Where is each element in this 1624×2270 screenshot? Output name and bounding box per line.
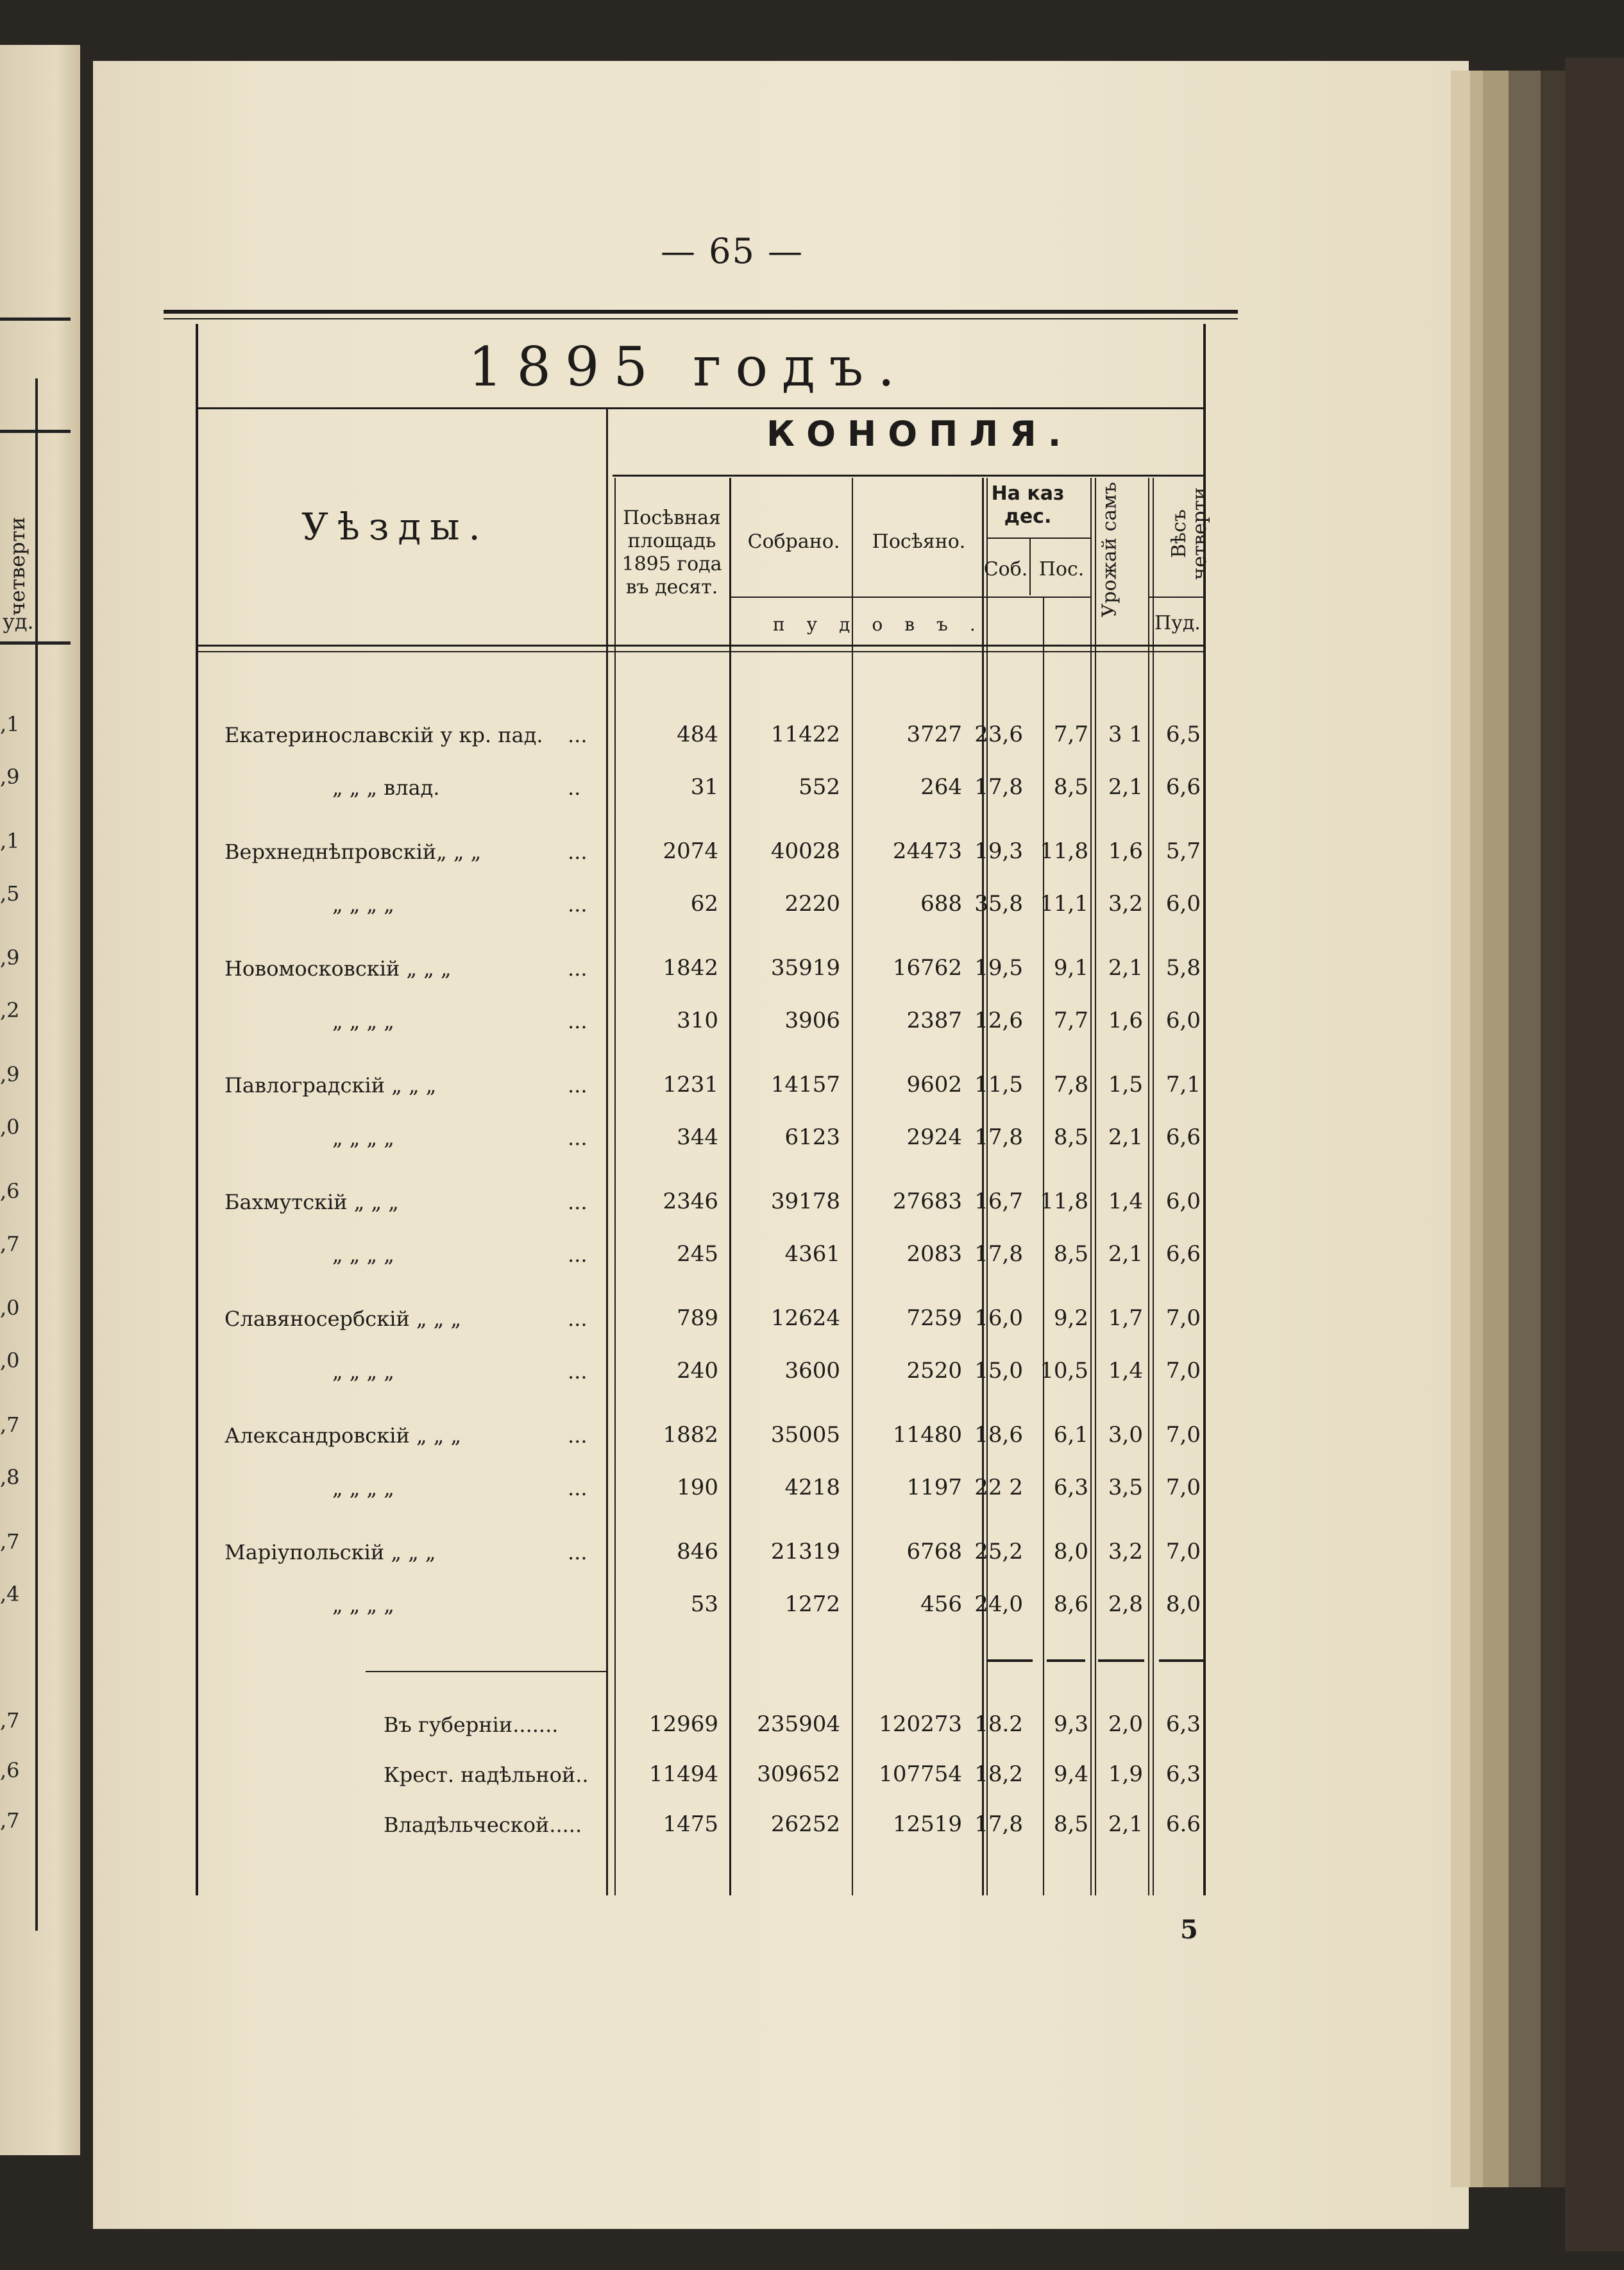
left-page-value: ,6 [0, 1179, 20, 1203]
year-rule [196, 407, 1206, 409]
cell-weight: 6,0 [1165, 891, 1201, 917]
left-page-value: ,9 [0, 945, 20, 970]
cell-sown: 11480 [892, 1422, 962, 1448]
cell-area: 190 [677, 1475, 718, 1500]
district-name: Славяносербскій „ „ „ [224, 1307, 462, 1331]
district-col-divider [606, 409, 608, 1895]
units-rule [731, 597, 1090, 598]
left-page-fragment [0, 45, 80, 2155]
leader-dots: ... [568, 1009, 588, 1033]
cell-pos: 11,8 [1040, 1189, 1088, 1214]
cell-collected: 6123 [784, 1124, 840, 1150]
left-page-value: ,1 [0, 829, 20, 853]
total-area: 1475 [663, 1811, 718, 1837]
total-label: Владѣльческой..... [384, 1813, 582, 1837]
district-name: „ „ „ „ [332, 1242, 394, 1267]
cell-weight: 5,8 [1165, 955, 1201, 981]
district-col-divider-2 [614, 478, 616, 1895]
cell-weight: 7,0 [1165, 1422, 1201, 1448]
cell-pos: 7,7 [1053, 1008, 1088, 1033]
cell-sown: 1197 [906, 1475, 962, 1500]
leader-dots: ... [568, 1307, 588, 1331]
cell-col: 35,8 [974, 891, 1023, 917]
page-edge [1509, 71, 1541, 2187]
cell-col: 16,7 [974, 1189, 1023, 1214]
cell-collected: 4361 [784, 1241, 840, 1267]
left-page-rule [0, 318, 71, 321]
cell-yield: 3 1 [1108, 722, 1143, 747]
total-pos: 9,3 [1053, 1711, 1088, 1737]
left-page-header: четверти [5, 516, 30, 616]
cell-collected: 1272 [784, 1591, 840, 1617]
cell-yield: 3,0 [1108, 1422, 1143, 1448]
cell-area: 1882 [663, 1422, 718, 1448]
cell-collected: 12624 [770, 1305, 840, 1331]
total-pos: 8,5 [1053, 1811, 1088, 1837]
area-col-divider [729, 478, 731, 1895]
cell-pos: 8,5 [1053, 1241, 1088, 1267]
total-yield: 2,1 [1108, 1811, 1143, 1837]
cell-yield: 1,6 [1108, 1008, 1143, 1033]
district-name: Павлоградскій „ „ „ [224, 1073, 437, 1097]
yield-col-divider-left-2 [1095, 478, 1096, 1895]
cell-collected: 11422 [770, 722, 840, 747]
district-name: Бахмутскій „ „ „ [224, 1190, 399, 1214]
cell-collected: 35005 [770, 1422, 840, 1448]
leader-dots: ... [568, 723, 588, 747]
cell-weight: 6,6 [1165, 774, 1201, 800]
cell-area: 62 [690, 891, 718, 917]
per-desyatina-rule [988, 538, 1090, 539]
weight-header-line: четверти [1188, 487, 1211, 580]
cell-pos: 11,8 [1040, 838, 1088, 864]
district-name: „ „ „ „ [332, 1359, 394, 1384]
leader-dots: ... [568, 1423, 588, 1448]
cell-pos: 9,1 [1053, 955, 1088, 981]
left-page-value: ,2 [0, 998, 20, 1022]
total-yield: 1,9 [1108, 1761, 1143, 1787]
cell-collected: 40028 [770, 838, 840, 864]
sown-header: Посѣяно. [872, 530, 966, 553]
cell-weight: 6,5 [1165, 722, 1201, 747]
left-page-value: ,6 [0, 1758, 20, 1783]
cell-col: 11,5 [974, 1072, 1023, 1097]
total-weight: 6,3 [1165, 1711, 1201, 1737]
cell-yield: 3,2 [1108, 1539, 1143, 1564]
cell-sown: 2520 [906, 1358, 962, 1384]
left-page-value: ,7 [0, 1529, 20, 1554]
cell-area: 344 [677, 1124, 718, 1150]
cell-weight: 7,0 [1165, 1358, 1201, 1384]
leader-dots: ... [568, 1126, 588, 1150]
leader-dots: ... [568, 956, 588, 981]
total-label: Въ губерніи....... [384, 1713, 559, 1737]
cell-area: 2346 [663, 1189, 718, 1214]
total-collected: 235904 [757, 1711, 840, 1737]
leader-dots: ... [568, 1242, 588, 1267]
total-pos: 9,4 [1053, 1761, 1088, 1787]
page-number: — 65 — [661, 231, 804, 271]
sum-dash [1098, 1659, 1144, 1662]
cell-area: 846 [677, 1539, 718, 1564]
per-desyatina-header [985, 482, 1071, 529]
cell-collected: 14157 [770, 1072, 840, 1097]
year-title: 1895 годъ. [468, 335, 909, 398]
district-name: „ „ „ „ [332, 1009, 394, 1033]
districts-header: Уѣзды. [301, 505, 489, 548]
cell-collected: 552 [799, 774, 840, 800]
sown-area-header [616, 507, 728, 599]
collected-col-divider [852, 478, 853, 1895]
district-name: „ „ „ „ [332, 1593, 394, 1617]
district-name: Новомосковскій „ „ „ [224, 956, 452, 981]
crop-title: КОНОПЛЯ. [766, 414, 1073, 454]
left-page-value: ,9 [0, 1062, 20, 1087]
cell-weight: 7,0 [1165, 1539, 1201, 1564]
table-left-border [196, 324, 198, 1895]
per-desyatina-line: дес. [1004, 505, 1052, 528]
total-sown: 107754 [879, 1761, 962, 1787]
cell-yield: 2,1 [1108, 774, 1143, 800]
cell-pos: 11,1 [1040, 891, 1088, 917]
cell-collected: 39178 [770, 1189, 840, 1214]
cell-pos: 8,6 [1053, 1591, 1088, 1617]
left-page-value: ,7 [0, 1708, 20, 1732]
page-edge [1483, 71, 1509, 2187]
cell-weight: 7,0 [1165, 1305, 1201, 1331]
weight-header-line: Вѣсъ [1168, 509, 1190, 559]
total-collected: 26252 [770, 1811, 840, 1837]
crop-rule [613, 475, 1206, 477]
cell-yield: 3,5 [1108, 1475, 1143, 1500]
cell-weight: 6,6 [1165, 1124, 1201, 1150]
cell-sown: 2387 [906, 1008, 962, 1033]
cell-yield: 1,5 [1108, 1072, 1143, 1097]
yield-col-divider-right [1148, 478, 1149, 1895]
sown-col-divider-2 [986, 478, 988, 1895]
per-des-divider-head [1029, 538, 1031, 595]
leader-dots: ... [568, 892, 588, 917]
cell-col: 25,2 [974, 1539, 1023, 1564]
yield-header: Урожай самъ [1098, 482, 1121, 618]
sum-dash [988, 1659, 1033, 1662]
cell-sown: 24473 [892, 838, 962, 864]
total-collected: 309652 [757, 1761, 840, 1787]
cell-sown: 9602 [906, 1072, 962, 1097]
cell-col: 17,8 [974, 774, 1023, 800]
cell-sown: 3727 [906, 722, 962, 747]
cell-col: 16,0 [974, 1305, 1023, 1331]
cell-area: 1231 [663, 1072, 718, 1097]
cell-sown: 16762 [892, 955, 962, 981]
sown-area-header-line: 1895 года [622, 553, 722, 575]
left-page-value: ,5 [0, 881, 20, 906]
leader-dots: ... [568, 1540, 588, 1564]
cell-pos: 9,2 [1053, 1305, 1088, 1331]
units-rule-right [1148, 597, 1206, 598]
page-edge [1470, 71, 1483, 2187]
district-name: „ „ „ „ [332, 1476, 394, 1500]
cell-collected: 35919 [770, 955, 840, 981]
cell-yield: 3,2 [1108, 891, 1143, 917]
cell-collected: 2220 [784, 891, 840, 917]
cell-pos: 10,5 [1040, 1358, 1088, 1384]
cell-weight: 6,0 [1165, 1008, 1201, 1033]
left-page-column-line [35, 378, 38, 1931]
left-page-unit: уд. [3, 609, 34, 634]
cell-area: 1842 [663, 955, 718, 981]
sown-col-divider [982, 478, 984, 1895]
header-rule [196, 645, 1206, 647]
cell-col: 17,8 [974, 1241, 1023, 1267]
book-cover [1565, 58, 1624, 2251]
cell-yield: 1,4 [1108, 1358, 1143, 1384]
total-sown: 120273 [879, 1711, 962, 1737]
cell-pos: 7,8 [1053, 1072, 1088, 1097]
cell-col: 19,5 [974, 955, 1023, 981]
cell-sown: 27683 [892, 1189, 962, 1214]
leader-dots: ... [568, 1073, 588, 1097]
page-edge [1451, 71, 1470, 2187]
total-area: 11494 [648, 1761, 718, 1787]
cell-weight: 6,0 [1165, 1189, 1201, 1214]
cell-col: 12,6 [974, 1008, 1023, 1033]
cell-weight: 8,0 [1165, 1591, 1201, 1617]
district-name: „ „ „ „ [332, 892, 394, 917]
district-name: „ „ „ „ [332, 1126, 394, 1150]
sheet-mark: 5 [1180, 1915, 1198, 1945]
cell-yield: 2,1 [1108, 1124, 1143, 1150]
pud-unit: Пуд. [1155, 612, 1201, 634]
leader-dots: ... [568, 840, 588, 864]
left-page-value: ,0 [0, 1296, 20, 1320]
header-rule-2 [196, 651, 1206, 652]
total-col: 18.2 [974, 1711, 1023, 1737]
cell-area: 240 [677, 1358, 718, 1384]
cell-yield: 1,7 [1108, 1305, 1143, 1331]
cell-area: 53 [690, 1591, 718, 1617]
district-name: Екатеринославскій у кр. пад. [224, 723, 543, 747]
cell-weight: 6,6 [1165, 1241, 1201, 1267]
pudov-unit: пудовъ. [773, 614, 997, 635]
sown-area-header-line: въ десят. [625, 576, 718, 598]
left-page-value: ,7 [0, 1412, 20, 1437]
cell-sown: 456 [920, 1591, 962, 1617]
cell-sown: 2924 [906, 1124, 962, 1150]
left-page-value: ,7 [0, 1808, 20, 1833]
cell-pos: 7,7 [1053, 722, 1088, 747]
left-page-value: ,7 [0, 1232, 20, 1256]
cell-area: 2074 [663, 838, 718, 864]
sown-area-header-line: Посѣвная [623, 507, 721, 529]
left-page-value: ,8 [0, 1465, 20, 1489]
yield-col-divider-right-2 [1153, 478, 1154, 1895]
district-name: Маріупольскій „ „ „ [224, 1540, 436, 1564]
cell-col: 24,0 [974, 1591, 1023, 1617]
cell-col: 17,8 [974, 1124, 1023, 1150]
cell-sown: 7259 [906, 1305, 962, 1331]
total-col: 18,2 [974, 1761, 1023, 1787]
left-page-value: ,4 [0, 1582, 20, 1606]
cell-weight: 7,1 [1165, 1072, 1201, 1097]
page-edge [1541, 71, 1566, 2187]
cell-sown: 6768 [906, 1539, 962, 1564]
cell-weight: 5,7 [1165, 838, 1201, 864]
cell-yield: 2,1 [1108, 1241, 1143, 1267]
total-yield: 2,0 [1108, 1711, 1143, 1737]
total-sown: 12519 [892, 1811, 962, 1837]
cell-yield: 1,4 [1108, 1189, 1143, 1214]
cell-yield: 1,6 [1108, 838, 1143, 864]
leader-dots: ... [568, 1476, 588, 1500]
cell-pos: 8,5 [1053, 774, 1088, 800]
leader-dots: .. [568, 775, 581, 800]
left-page-value: ,0 [0, 1348, 20, 1373]
cell-collected: 3906 [784, 1008, 840, 1033]
cell-pos: 6,1 [1053, 1422, 1088, 1448]
district-name: Александровскій „ „ „ [224, 1423, 462, 1448]
cell-area: 789 [677, 1305, 718, 1331]
per-desyatina-line: На каз [991, 482, 1065, 505]
cell-area: 484 [677, 722, 718, 747]
yield-col-divider-left [1090, 478, 1092, 1895]
cell-weight: 7,0 [1165, 1475, 1201, 1500]
district-name: Верхнеднѣпровскій„ „ „ [224, 840, 482, 864]
cell-col: 15,0 [974, 1358, 1023, 1384]
left-page-value: ,1 [0, 712, 20, 736]
district-name: „ „ „ влад. [332, 775, 440, 800]
collected-header: Собрано. [747, 530, 840, 553]
leader-dots: ... [568, 1190, 588, 1214]
cell-col: 23,6 [974, 722, 1023, 747]
left-page-value: ,9 [0, 765, 20, 789]
cell-collected: 4218 [784, 1475, 840, 1500]
sum-dash [1047, 1659, 1085, 1662]
top-rule-thin [164, 318, 1238, 319]
per-des-collected-header: Соб. [983, 558, 1028, 580]
cell-sown: 2083 [906, 1241, 962, 1267]
cell-pos: 6,3 [1053, 1475, 1088, 1500]
cell-collected: 21319 [770, 1539, 840, 1564]
total-col: 17,8 [974, 1811, 1023, 1837]
leader-dots: ... [568, 1359, 588, 1384]
cell-yield: 2,1 [1108, 955, 1143, 981]
cell-area: 245 [677, 1241, 718, 1267]
cell-col: 22 2 [974, 1475, 1023, 1500]
cell-pos: 8,5 [1053, 1124, 1088, 1150]
cell-col: 19,3 [974, 838, 1023, 864]
sum-dash [1159, 1659, 1204, 1662]
cell-sown: 688 [920, 891, 962, 917]
cell-col: 18,6 [974, 1422, 1023, 1448]
top-rule-thick [164, 310, 1238, 314]
weight-header [1169, 486, 1210, 582]
cell-yield: 2,8 [1108, 1591, 1143, 1617]
total-area: 12969 [648, 1711, 718, 1737]
total-weight: 6,3 [1165, 1761, 1201, 1787]
per-des-sown-header: Пос. [1038, 558, 1085, 580]
sown-area-header-line: площадь [627, 530, 716, 552]
left-page-value: ,0 [0, 1115, 20, 1139]
cell-sown: 264 [920, 774, 962, 800]
total-label: Крест. надѣльной.. [384, 1763, 589, 1787]
cell-pos: 8,0 [1053, 1539, 1088, 1564]
cell-area: 310 [677, 1008, 718, 1033]
total-rule [366, 1671, 606, 1672]
total-weight: 6.6 [1165, 1811, 1201, 1837]
cell-area: 31 [690, 774, 718, 800]
cell-collected: 3600 [784, 1358, 840, 1384]
